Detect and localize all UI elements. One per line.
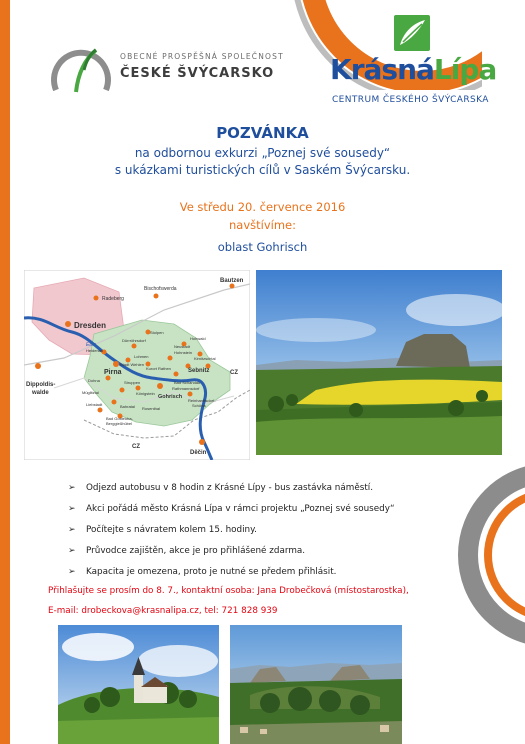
map-label-durrrohrsdorf: Dürrröhrsdorf [122,338,146,343]
map-label-gohrisch: Gohrisch [158,394,183,400]
ops-logo-big-text: ČESKÉ ŠVÝCARSKO [120,66,275,81]
date-line: Ve středu 20. července 2016 [179,200,346,214]
detail-list [68,483,395,588]
map-label-bad-schandau: Bad Schandau [174,380,201,385]
map-label-sebnitz: Sebnitz [188,368,210,374]
detail-text: Akci pořádá město Krásná Lípa v rámci projektu „Poznej své sousedy“ [86,504,395,514]
contact-line-1: Přihlašujte se prosím do 8. 7., kontaktní osoba: Jana Drobečková (místostarostka), [48,586,409,596]
arrow-bullet-icon: ➢ [68,567,76,577]
wordmark-part-krasna: Krásná [330,53,434,86]
church-hill-photo [58,625,219,744]
right-decorative-arc [450,455,525,655]
destination-line: oblast Gohrisch [217,240,308,254]
detail-item [68,567,395,588]
krasna-lipa-wordmark [330,53,496,86]
arrow-bullet-icon: ➢ [68,504,76,514]
detail-item [68,525,395,546]
map-label-stolpen: Stolpen [150,330,164,335]
map-label-rathmannsdorf: Rathmannsdorf [172,386,200,391]
map-label-reinhardtsdorf-2: Schöna [192,403,206,408]
map-label-pirna: Pirna [104,369,122,376]
map-label-konigstein: Königstein [136,391,155,396]
map-label-hohwald: Hohwald [190,336,206,341]
krasna-lipa-logo [330,15,510,115]
map-label-lohmen: Lohmen [134,354,149,359]
map-label-kurort-rathen: Kurort Rathen [146,366,171,371]
arc-leaf-logo-icon [48,40,114,96]
map-label-struppen: Struppen [124,380,141,385]
invitation-line-2: s ukázkami turistických cílů v Saském Švýcarsku. [114,163,411,177]
map-label-rosenthal: Rosenthal [142,406,161,411]
detail-text: Počítejte s návratem kolem 15. hodiny. [86,525,257,535]
krasna-lipa-subtitle: CENTRUM ČESKÉHO ŠVÝCARSKA [332,95,489,105]
visit-line: navštívíme: [229,218,296,232]
detail-item [68,504,395,525]
landscape-photo-lilienstein [256,270,502,455]
detail-item [68,546,395,567]
map-label-bad-gottleuba-1: Bad Gottleuba- [106,416,133,421]
leaf-square-logo-icon [394,15,430,51]
region-map [24,270,250,460]
arrow-bullet-icon: ➢ [68,483,76,493]
map-label-stadt-wehlen: Stadt Wehlen [120,362,144,367]
map-label-dresden: Dresden [74,321,107,330]
map-label-decin: Děčin [190,450,207,456]
map-label-heidenau: Heidenau [86,348,104,353]
map-label-reinhardtsdorf-1: Reinhardtsdorf- [188,398,216,403]
detail-text: Průvodce zajištěn, akce je pro přihlášené zdarma. [86,546,306,556]
map-label-bad-gottleuba-2: Berggießhübel [106,421,133,426]
map-label-bischofswerda: Bischofswerda [144,286,177,292]
invitation-title: POZVÁNKA [216,124,309,142]
map-label-bautzen: Bautzen [220,278,244,284]
contact-line-2: E-mail: drobeckova@krasnalipa.cz, tel: 721 828 939 [48,606,278,616]
map-label-liebstadt: Liebstadt [86,402,103,407]
map-label-cz-2: CZ [132,444,140,450]
map-label-elbe: Elbe [86,342,97,348]
detail-item [68,483,395,504]
ops-logo-small-text: OBECNÉ PROSPĚŠNÁ SPOLEČNOST [120,52,284,61]
left-accent-bar [0,0,10,744]
map-label-hohnstein: Hohnstein [174,350,193,355]
map-label-bahratal: Bahratal [120,404,135,409]
map-label-dippoldiswalde-2: walde [32,390,49,396]
invitation-line-1: na odbornou exkurzi „Poznej své sousedy“ [134,146,391,160]
sandstone-landscape-photo [230,625,402,744]
detail-text: Odjezd autobusu v 8 hodin z Krásné Lípy - bus zastávka náměstí. [86,483,374,493]
wordmark-part-lipa: Lípa [433,53,497,86]
map-label-neustadt: Neustadt [174,344,191,349]
map-label-muglitztal: Müglitztal [82,390,99,395]
arrow-bullet-icon: ➢ [68,546,76,556]
map-label-cz-1: CZ [230,370,238,376]
map-label-dippoldiswalde-1: Dippoldis- [26,382,56,388]
map-label-radeberg: Radeberg [102,296,124,302]
map-label-dohna: Dohna [88,378,100,383]
arrow-bullet-icon: ➢ [68,525,76,535]
ops-ceske-svycarsko-logo [48,40,284,100]
map-label-kirnitzschtal: Kirnitzschtal [194,356,216,361]
detail-text: Kapacita je omezena, proto je nutné se předem přihlásit. [86,567,337,577]
